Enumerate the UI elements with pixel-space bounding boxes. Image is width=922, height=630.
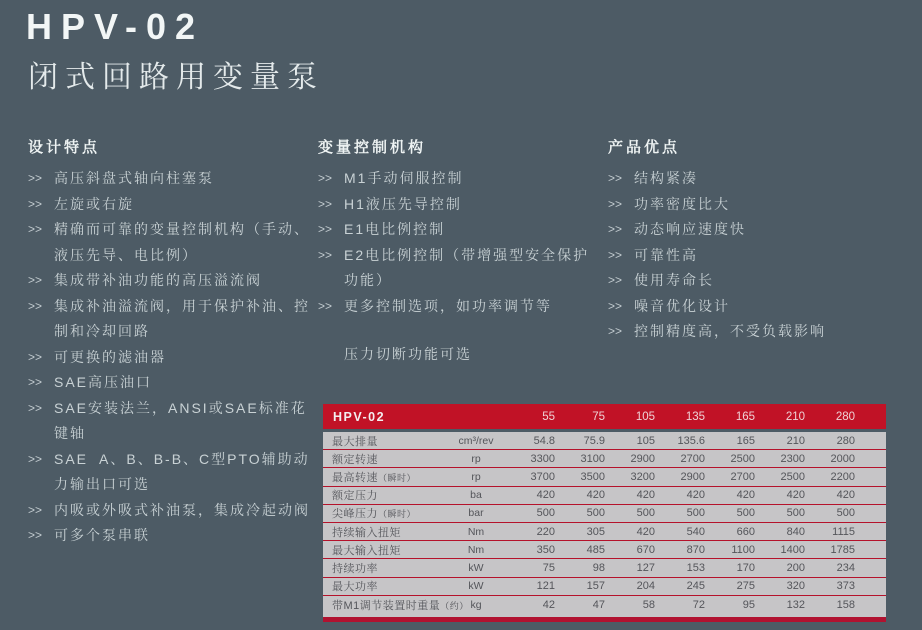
section-product-advantages: [608, 136, 920, 345]
feature-list-design: [28, 166, 316, 549]
spec-row-unit: kg: [470, 598, 482, 611]
table-bottom-bar: [323, 617, 886, 622]
spec-value: 540: [686, 525, 705, 538]
chevron-bullet-icon: >>: [28, 196, 43, 211]
chevron-bullet-icon: >>: [608, 298, 623, 313]
spec-value: 2700: [730, 470, 755, 483]
feature-item-label: 高压斜盘式轴向柱塞泵: [54, 170, 214, 186]
chevron-bullet-icon: >>: [28, 273, 43, 287]
spec-row: [323, 523, 886, 541]
spec-row-label-text: 最大功率: [332, 581, 378, 594]
spec-table-body: [323, 432, 886, 617]
section-heading-advantages: 产品优点: [608, 139, 681, 156]
chevron-bullet-icon: >>: [608, 171, 623, 185]
spec-value: 420: [736, 489, 755, 502]
spec-value: 135.6: [677, 434, 705, 447]
spec-row-label: [323, 597, 469, 613]
spec-row-label-text: 最大输入扭矩: [332, 544, 401, 557]
spec-value: 204: [636, 580, 655, 593]
feature-item: [28, 192, 316, 218]
control-footnote: 压力切断功能可选: [344, 346, 472, 362]
spec-row-unit: ba: [470, 489, 482, 502]
page-title: HPV-02: [26, 6, 205, 47]
spec-value: 47: [592, 598, 605, 611]
chevron-bullet-icon: >>: [318, 247, 333, 262]
feature-item: [608, 319, 920, 345]
spec-value: 58: [642, 598, 655, 611]
chevron-bullet-icon: >>: [608, 247, 623, 262]
feature-item-label: 功率密度比大: [634, 195, 730, 212]
feature-item-label: SAE高压油口: [54, 374, 153, 390]
spec-value: 98: [592, 561, 605, 574]
chevron-bullet-icon: >>: [28, 451, 43, 466]
spec-value: 200: [786, 561, 805, 574]
feature-item-label: M1手动伺服控制: [344, 170, 464, 186]
feature-list-control: [318, 166, 602, 319]
spec-row-label: [323, 542, 445, 558]
chevron-bullet-icon: >>: [28, 298, 43, 313]
spec-row-label-text: 最大排量: [332, 435, 378, 448]
spec-value: 870: [686, 543, 705, 556]
spec-row-label: [323, 505, 445, 521]
spec-value: 420: [586, 489, 605, 502]
chevron-bullet-icon: >>: [608, 273, 623, 287]
feature-item: [28, 523, 316, 549]
spec-value: 2300: [780, 452, 805, 465]
spec-value: 95: [742, 598, 755, 611]
spec-row-label-text: 带M1调节装置时重量: [332, 599, 441, 612]
feature-item-label: 结构紧凑: [634, 170, 698, 186]
spec-value: 420: [686, 489, 705, 502]
spec-row: [323, 578, 886, 596]
chevron-bullet-icon: >>: [28, 349, 43, 364]
feature-item-label: 噪音优化设计: [634, 297, 730, 314]
spec-value: 500: [586, 507, 605, 520]
page-subtitle: 闭式回路用变量泵: [28, 61, 324, 94]
chevron-bullet-icon: >>: [28, 171, 43, 185]
feature-item: [28, 370, 316, 396]
feature-list-advantages: [608, 166, 920, 345]
spec-value: 42: [542, 598, 555, 611]
spec-value: 2900: [680, 470, 705, 483]
chevron-bullet-icon: >>: [318, 171, 333, 185]
spec-row-label: [323, 451, 445, 467]
feature-item-label: 可更换的滤油器: [54, 348, 166, 365]
feature-item: [28, 345, 316, 371]
spec-row-unit: rp: [471, 452, 481, 465]
spec-row-unit: cm³/rev: [458, 434, 494, 447]
spec-value: 350: [536, 543, 555, 556]
spec-row-label-text: 持续输入扭矩: [332, 526, 401, 539]
spec-value: 275: [736, 580, 755, 593]
feature-item: [608, 217, 920, 243]
feature-item-label: 集成带补油功能的高压溢流阀: [54, 272, 262, 288]
spec-value: 3100: [580, 452, 605, 465]
spec-value: 132: [786, 598, 805, 611]
feature-item: [608, 268, 920, 294]
spec-value: 170: [736, 561, 755, 574]
spec-row-unit: kW: [468, 580, 484, 593]
section-heading-design: 设计特点: [28, 139, 101, 156]
spec-table-header: [323, 404, 886, 429]
spec-row-unit: Nm: [467, 525, 485, 538]
section-control-mechanisms: [318, 136, 602, 364]
spec-value: 420: [536, 489, 555, 502]
spec-value: 500: [786, 507, 805, 520]
spec-value: 72: [692, 598, 705, 611]
spec-value: 54.8: [533, 434, 555, 447]
feature-item: [608, 243, 920, 269]
spec-row-unit: rp: [471, 470, 481, 483]
spec-table-model: HPV-02: [333, 409, 386, 424]
spec-value: 75.9: [583, 434, 605, 447]
feature-item-label: 精确而可靠的变量控制机构（手动、液压先导、电比例）: [54, 221, 310, 263]
spec-value: 127: [636, 561, 655, 574]
spec-value: 245: [686, 580, 705, 593]
chevron-bullet-icon: >>: [318, 298, 333, 313]
feature-item-label: 可多个泵串联: [54, 527, 150, 543]
feature-item: [318, 243, 602, 294]
spec-value: 121: [536, 580, 555, 593]
spec-value: 234: [836, 561, 855, 574]
spec-value: 420: [836, 489, 855, 502]
feature-item: [28, 498, 316, 524]
spec-value: 3300: [530, 452, 555, 465]
spec-value: 670: [636, 543, 655, 556]
feature-item: [608, 294, 920, 320]
spec-value: 500: [736, 507, 755, 520]
feature-item-label: 可靠性高: [634, 246, 698, 263]
spec-value: 280: [836, 434, 855, 447]
feature-item: [28, 447, 316, 498]
spec-value: 2900: [630, 452, 655, 465]
spec-row-label: [323, 487, 445, 503]
spec-row: [323, 505, 886, 523]
chevron-bullet-icon: >>: [28, 502, 43, 517]
spec-value: 660: [736, 525, 755, 538]
feature-item-label: 内吸或外吸式补油泵，集成冷起动阀: [54, 501, 310, 518]
spec-value: 158: [836, 598, 855, 611]
feature-item: [318, 192, 602, 218]
feature-item: [608, 166, 920, 192]
spec-value: 105: [636, 434, 655, 447]
spec-value: 153: [686, 561, 705, 574]
feature-item-label: 动态响应速度快: [634, 221, 746, 237]
frame-size-header: 210: [785, 410, 805, 423]
spec-value: 373: [836, 580, 855, 593]
feature-item: [28, 268, 316, 294]
spec-value: 485: [586, 543, 605, 556]
spec-value: 3200: [630, 470, 655, 483]
feature-item-label: 集成补油溢流阀，用于保护补油、控制和冷却回路: [54, 297, 310, 339]
feature-item: [318, 166, 602, 192]
feature-item-label: E1电比例控制: [344, 221, 446, 237]
spec-value: 500: [636, 507, 655, 520]
spec-row: [323, 559, 886, 577]
spec-value: 320: [786, 580, 805, 593]
spec-value: 1400: [780, 543, 805, 556]
spec-value: 210: [786, 434, 805, 447]
spec-value: 2200: [830, 470, 855, 483]
chevron-bullet-icon: >>: [28, 222, 43, 236]
spec-row: [323, 468, 886, 486]
feature-item-label: 左旋或右旋: [54, 195, 134, 212]
spec-value: 1785: [830, 543, 855, 556]
chevron-bullet-icon: >>: [608, 222, 623, 236]
section-design-features: [28, 136, 316, 549]
spec-row-unit: kW: [468, 561, 484, 574]
chevron-bullet-icon: >>: [28, 400, 43, 415]
spec-row-label-text: 额定压力: [332, 490, 378, 503]
spec-row: [323, 487, 886, 505]
frame-size-header: 75: [592, 410, 605, 423]
spec-row-label-note: （约）: [440, 600, 469, 611]
feature-item: [28, 217, 316, 268]
chevron-bullet-icon: >>: [318, 196, 333, 211]
spec-value: 420: [636, 525, 655, 538]
spec-value: 500: [836, 507, 855, 520]
spec-row-label: [323, 560, 445, 576]
spec-row-label-note: （瞬时）: [378, 509, 417, 520]
spec-row-unit: Nm: [467, 543, 485, 556]
feature-item: [28, 294, 316, 345]
spec-value: 3500: [580, 470, 605, 483]
feature-item-label: SAE A、B、B-B、C型PTO辅助动力输出口可选: [54, 450, 310, 492]
spec-row: [323, 541, 886, 559]
spec-value: 500: [536, 507, 555, 520]
spec-table: [323, 404, 886, 622]
spec-row: [323, 432, 886, 450]
spec-value: 500: [686, 507, 705, 520]
spec-value: 1115: [832, 525, 855, 538]
spec-row-label-text: 持续功率: [332, 562, 378, 575]
chevron-bullet-icon: >>: [28, 528, 43, 542]
frame-size-header: 165: [735, 410, 755, 423]
spec-row-label-text: 最高转速: [332, 471, 378, 484]
spec-value: 2500: [780, 470, 805, 483]
spec-row-label-text: 尖峰压力: [332, 508, 378, 521]
feature-item: [318, 294, 602, 320]
spec-row-unit: bar: [468, 507, 484, 520]
spec-row-label: [323, 433, 445, 449]
feature-item: [318, 217, 602, 243]
feature-item: [28, 166, 316, 192]
feature-item-label: H1液压先导控制: [344, 195, 462, 212]
spec-value: 75: [542, 561, 555, 574]
spec-row-label: [323, 469, 445, 485]
spec-value: 165: [736, 434, 755, 447]
spec-row-label-note: （瞬时）: [378, 472, 417, 483]
feature-item-label: 控制精度高，不受负载影响: [634, 323, 826, 339]
spec-row: [323, 450, 886, 468]
spec-value: 220: [536, 525, 555, 538]
spec-row: [323, 596, 886, 614]
feature-item-label: SAE安装法兰，ANSI或SAE标准花键轴: [54, 399, 307, 441]
spec-value: 420: [786, 489, 805, 502]
frame-size-header: 135: [685, 410, 705, 423]
frame-size-header: 280: [835, 410, 855, 423]
spec-value: 157: [586, 580, 605, 593]
spec-row-label: [323, 524, 445, 540]
frame-size-header: 105: [635, 410, 655, 423]
chevron-bullet-icon: >>: [28, 375, 43, 389]
section-heading-control: 变量控制机构: [318, 139, 427, 156]
feature-item-label: E2电比例控制（带增强型安全保护功能）: [344, 246, 590, 288]
spec-value: 2000: [830, 452, 855, 465]
spec-value: 2700: [680, 452, 705, 465]
feature-item: [608, 192, 920, 218]
spec-value: 1100: [731, 543, 755, 556]
feature-item-label: 使用寿命长: [634, 272, 714, 288]
feature-item: [28, 396, 316, 447]
spec-value: 420: [636, 489, 655, 502]
feature-item-label: 更多控制选项，如功率调节等: [344, 297, 552, 314]
chevron-bullet-icon: >>: [608, 324, 623, 338]
spec-value: 2500: [730, 452, 755, 465]
frame-size-header: 55: [542, 410, 555, 423]
spec-value: 305: [586, 525, 605, 538]
spec-row-label-text: 额定转速: [332, 453, 378, 466]
spec-value: 840: [786, 525, 805, 538]
spec-value: 3700: [530, 470, 555, 483]
chevron-bullet-icon: >>: [318, 222, 333, 236]
chevron-bullet-icon: >>: [608, 196, 623, 211]
spec-row-label: [323, 578, 445, 594]
